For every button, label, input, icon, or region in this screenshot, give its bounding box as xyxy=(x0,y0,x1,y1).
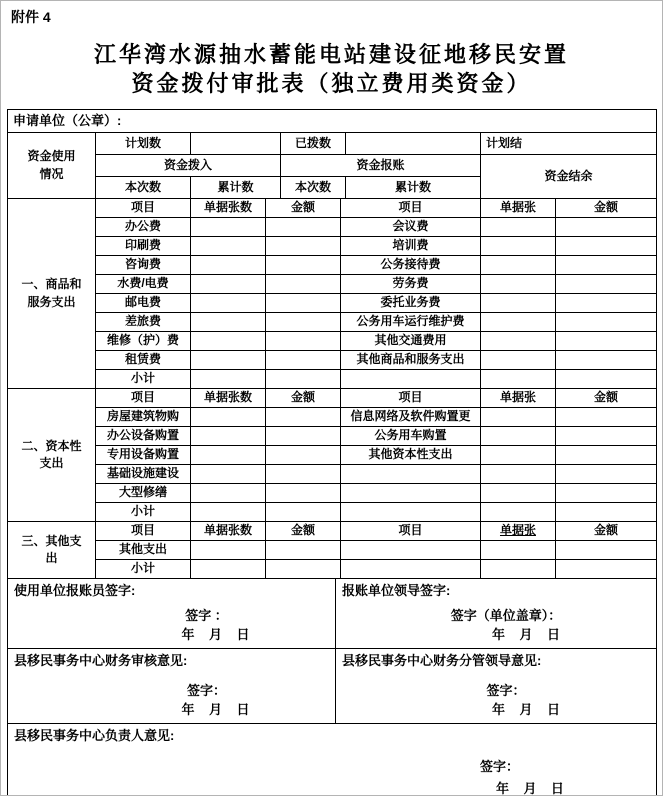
form-table-area xyxy=(7,109,656,796)
col-header-amount-right: 金额 xyxy=(556,389,657,408)
receipts-value-cell[interactable] xyxy=(481,408,556,427)
table-row xyxy=(8,218,657,237)
amount-value-cell[interactable] xyxy=(266,408,341,427)
inflow-cumulative-label: 累计数 xyxy=(191,177,281,199)
expense-item-label: 其他资本性支出 xyxy=(341,446,481,465)
col-header-amount-right: 金额 xyxy=(556,522,657,541)
form-title xyxy=(1,40,662,98)
expense-item-label: 信息网络及软件购置更 xyxy=(341,408,481,427)
col-header-receipts-right: 单据张 xyxy=(481,522,556,541)
section-2-label xyxy=(8,389,96,522)
fund-balance-header: 资金结余 xyxy=(481,155,657,199)
date-line: 年 月 日 xyxy=(181,701,250,717)
signature-row-2 xyxy=(7,648,657,724)
receipts-value-cell[interactable] xyxy=(481,256,556,275)
col-header-amount-left: 金额 xyxy=(266,522,341,541)
section-3-label xyxy=(8,522,96,579)
receipts-value-cell[interactable] xyxy=(481,351,556,370)
amount-value-cell[interactable] xyxy=(556,465,657,484)
unit-leader-signature-cell[interactable] xyxy=(336,579,657,649)
expense-item-label: 办公费 xyxy=(96,218,191,237)
amount-value-cell[interactable] xyxy=(266,237,341,256)
amount-value-cell[interactable] xyxy=(556,408,657,427)
expense-item-label: 公务接待费 xyxy=(341,256,481,275)
receipts-value-cell[interactable] xyxy=(191,218,266,237)
table-row xyxy=(8,256,657,275)
fund-inflow-header: 资金拨入 xyxy=(96,155,281,177)
signature-label: 签字： xyxy=(486,682,526,698)
center-head-opinion-title: 县移民事务中心负责人意见: xyxy=(14,727,175,743)
expense-item-label: 租赁费 xyxy=(96,351,191,370)
table-row xyxy=(8,370,657,389)
amount-value-cell[interactable] xyxy=(556,294,657,313)
receipts-value-cell[interactable] xyxy=(481,503,556,522)
section-3-label-text: 三、其他支出 xyxy=(21,533,82,565)
amount-value-cell[interactable] xyxy=(266,294,341,313)
col-header-receipts-right: 单据张 xyxy=(481,389,556,408)
receipts-value-cell[interactable] xyxy=(191,503,266,522)
amount-value-cell[interactable] xyxy=(266,332,341,351)
date-line: 年 月 日 xyxy=(496,780,564,796)
signature-label: 签字： xyxy=(480,758,520,774)
expense-item-label: 劳务费 xyxy=(341,275,481,294)
table-row xyxy=(8,484,657,503)
expense-item-label: 差旅费 xyxy=(96,313,191,332)
expense-item-label: 基础设施建设 xyxy=(96,465,191,484)
expense-item-label: 维修（护）费 xyxy=(96,332,191,351)
col-header-item-right: 项目 xyxy=(341,389,481,408)
expense-item-label: 大型修缮 xyxy=(96,484,191,503)
subtotal-label: 小计 xyxy=(96,560,191,579)
amount-value-cell[interactable] xyxy=(556,237,657,256)
col-header-item-right: 项目 xyxy=(341,199,481,218)
fund-usage-row-label-text: 资金使用情况 xyxy=(27,149,76,181)
amount-value-cell[interactable] xyxy=(556,332,657,351)
receipts-value-cell[interactable] xyxy=(191,541,266,560)
allocated-amount-value-cell[interactable] xyxy=(346,133,481,155)
amount-value-cell[interactable] xyxy=(266,313,341,332)
fund-reimbursement-header: 资金报账 xyxy=(281,155,481,177)
section-1-label xyxy=(8,199,96,389)
allocated-amount-label: 已拨数 xyxy=(281,133,346,155)
section-2-table xyxy=(7,388,657,522)
amount-value-cell[interactable] xyxy=(266,275,341,294)
expense-item-label: 公务用车运行维护费 xyxy=(341,313,481,332)
receipts-value-cell[interactable] xyxy=(481,218,556,237)
col-header-amount-left: 金额 xyxy=(266,199,341,218)
receipts-value-cell[interactable] xyxy=(481,541,556,560)
col-header-receipts-left: 单据张数 xyxy=(191,522,266,541)
table-row xyxy=(8,465,657,484)
receipts-value-cell[interactable] xyxy=(481,332,556,351)
amount-value-cell[interactable] xyxy=(556,560,657,579)
expense-item-label xyxy=(341,503,481,522)
amount-value-cell[interactable] xyxy=(266,484,341,503)
table-row xyxy=(8,560,657,579)
finance-leader-opinion-title: 县移民事务中心财务分管领导意见: xyxy=(342,652,542,668)
table-row xyxy=(8,541,657,560)
expense-item-label: 邮电费 xyxy=(96,294,191,313)
col-header-item-left: 项目 xyxy=(96,522,191,541)
receipts-value-cell[interactable] xyxy=(481,465,556,484)
col-header-receipts-right: 单据张 xyxy=(481,199,556,218)
expense-item-label: 房屋建筑物购 xyxy=(96,408,191,427)
amount-value-cell[interactable] xyxy=(556,313,657,332)
amount-value-cell[interactable] xyxy=(266,446,341,465)
receipts-value-cell[interactable] xyxy=(481,446,556,465)
section-3-table xyxy=(7,521,657,579)
expense-item-label xyxy=(341,484,481,503)
amount-value-cell[interactable] xyxy=(556,541,657,560)
receipts-value-cell[interactable] xyxy=(481,484,556,503)
signature-row-1 xyxy=(7,578,657,649)
finance-leader-opinion-cell[interactable] xyxy=(336,648,657,723)
expense-item-label xyxy=(341,541,481,560)
expense-item-label xyxy=(341,560,481,579)
table-row xyxy=(8,294,657,313)
receipts-value-cell[interactable] xyxy=(191,446,266,465)
receipts-value-cell[interactable] xyxy=(191,256,266,275)
unit-leader-signature-title: 报账单位领导签字: xyxy=(342,583,451,598)
date-line: 年 月 日 xyxy=(181,626,250,642)
receipts-value-cell[interactable] xyxy=(191,294,266,313)
col-header-receipts-left: 单据张数 xyxy=(191,389,266,408)
amount-value-cell[interactable] xyxy=(266,256,341,275)
table-row xyxy=(8,275,657,294)
signature-label: 签字： xyxy=(186,682,226,698)
amount-value-cell[interactable] xyxy=(556,351,657,370)
table-row xyxy=(8,313,657,332)
receipts-value-cell[interactable] xyxy=(481,427,556,446)
receipts-value-cell[interactable] xyxy=(481,560,556,579)
applicant-row-table xyxy=(7,109,657,133)
receipts-value-cell[interactable] xyxy=(191,313,266,332)
amount-value-cell[interactable] xyxy=(266,351,341,370)
expense-item-label: 培训费 xyxy=(341,237,481,256)
section-2-label-text: 二、资本性支出 xyxy=(21,438,82,470)
finance-review-opinion-cell[interactable] xyxy=(8,648,336,723)
receipts-value-cell[interactable] xyxy=(191,351,266,370)
planned-amount-value-cell[interactable] xyxy=(191,133,281,155)
amount-value-cell[interactable] xyxy=(266,427,341,446)
expense-item-label xyxy=(341,465,481,484)
receipts-value-cell[interactable] xyxy=(191,427,266,446)
signature-row-3 xyxy=(7,723,657,796)
date-line: 年 月 日 xyxy=(492,626,560,642)
plan-balance-label: 计划结 xyxy=(481,133,657,155)
bookkeeper-signature-title: 使用单位报账员签字: xyxy=(14,583,136,598)
date-line: 年 月 日 xyxy=(492,701,560,717)
receipts-value-cell[interactable] xyxy=(481,370,556,389)
col-header-item-left: 项目 xyxy=(96,199,191,218)
receipts-value-cell[interactable] xyxy=(191,560,266,579)
section-1-table xyxy=(7,198,657,389)
amount-value-cell[interactable] xyxy=(556,427,657,446)
col-header-item-left: 项目 xyxy=(96,389,191,408)
fund-usage-row-label xyxy=(8,133,96,199)
attachment-label: 附件 4 xyxy=(11,9,51,25)
receipts-value-cell[interactable] xyxy=(481,237,556,256)
expense-item-label: 专用设备购置 xyxy=(96,446,191,465)
receipts-value-cell[interactable] xyxy=(191,237,266,256)
expense-item-label: 水费/电费 xyxy=(96,275,191,294)
reimbursement-current-label: 本次数 xyxy=(281,177,346,199)
expense-item-label: 印刷费 xyxy=(96,237,191,256)
applicant-label: 申请单位（公章）: xyxy=(8,110,657,133)
table-row xyxy=(8,503,657,522)
expense-item-label: 委托业务费 xyxy=(341,294,481,313)
expense-item-label: 其他支出 xyxy=(96,541,191,560)
amount-value-cell[interactable] xyxy=(556,370,657,389)
col-header-amount-right: 金额 xyxy=(556,199,657,218)
amount-value-cell[interactable] xyxy=(266,541,341,560)
amount-value-cell[interactable] xyxy=(266,218,341,237)
table-row xyxy=(8,351,657,370)
bookkeeper-signature-cell[interactable] xyxy=(8,579,336,649)
expense-item-label: 公务用车购置 xyxy=(341,427,481,446)
expense-item-label: 会议费 xyxy=(341,218,481,237)
subtotal-label: 小计 xyxy=(96,503,191,522)
amount-value-cell[interactable] xyxy=(556,218,657,237)
amount-value-cell[interactable] xyxy=(266,503,341,522)
expense-item-label: 其他商品和服务支出 xyxy=(341,351,481,370)
table-row xyxy=(8,427,657,446)
inflow-current-label: 本次数 xyxy=(96,177,191,199)
receipts-value-cell[interactable] xyxy=(191,275,266,294)
col-header-receipts-left: 单据张数 xyxy=(191,199,266,218)
expense-item-label: 其他交通费用 xyxy=(341,332,481,351)
form-title-line1: 江华湾水源抽水蓄能电站建设征地移民安置 xyxy=(93,42,569,67)
section-1-label-text: 一、商品和服务支出 xyxy=(21,277,82,309)
amount-value-cell[interactable] xyxy=(556,446,657,465)
receipts-value-cell[interactable] xyxy=(481,275,556,294)
receipts-value-cell[interactable] xyxy=(191,465,266,484)
col-header-amount-left: 金额 xyxy=(266,389,341,408)
table-row xyxy=(8,237,657,256)
expense-item-label xyxy=(341,370,481,389)
expense-item-label: 办公设备购置 xyxy=(96,427,191,446)
fund-usage-table xyxy=(7,132,657,199)
reimbursement-cumulative-label: 累计数 xyxy=(346,177,481,199)
amount-value-cell[interactable] xyxy=(266,560,341,579)
amount-value-cell[interactable] xyxy=(266,465,341,484)
table-row xyxy=(8,446,657,465)
receipts-value-cell[interactable] xyxy=(481,294,556,313)
amount-value-cell[interactable] xyxy=(266,370,341,389)
center-head-opinion-cell[interactable] xyxy=(8,723,657,796)
signature-label: 签字 ： xyxy=(185,607,228,623)
col-header-item-right: 项目 xyxy=(341,522,481,541)
receipts-value-cell[interactable] xyxy=(481,313,556,332)
expense-item-label: 咨询费 xyxy=(96,256,191,275)
receipts-value-cell[interactable] xyxy=(191,370,266,389)
amount-value-cell[interactable] xyxy=(556,484,657,503)
signature-seal-label: 签字（单位盖章）： xyxy=(450,607,562,623)
receipts-value-cell[interactable] xyxy=(191,484,266,503)
receipts-value-cell[interactable] xyxy=(191,332,266,351)
finance-review-opinion-title: 县移民事务中心财务审核意见: xyxy=(14,652,188,668)
subtotal-label: 小计 xyxy=(96,370,191,389)
receipts-value-cell[interactable] xyxy=(191,408,266,427)
amount-value-cell[interactable] xyxy=(556,503,657,522)
planned-amount-label: 计划数 xyxy=(96,133,191,155)
table-row xyxy=(8,332,657,351)
amount-value-cell[interactable] xyxy=(556,256,657,275)
amount-value-cell[interactable] xyxy=(556,275,657,294)
form-title-line2: 资金拨付审批表（独立费用类资金） xyxy=(131,71,532,96)
table-row xyxy=(8,408,657,427)
